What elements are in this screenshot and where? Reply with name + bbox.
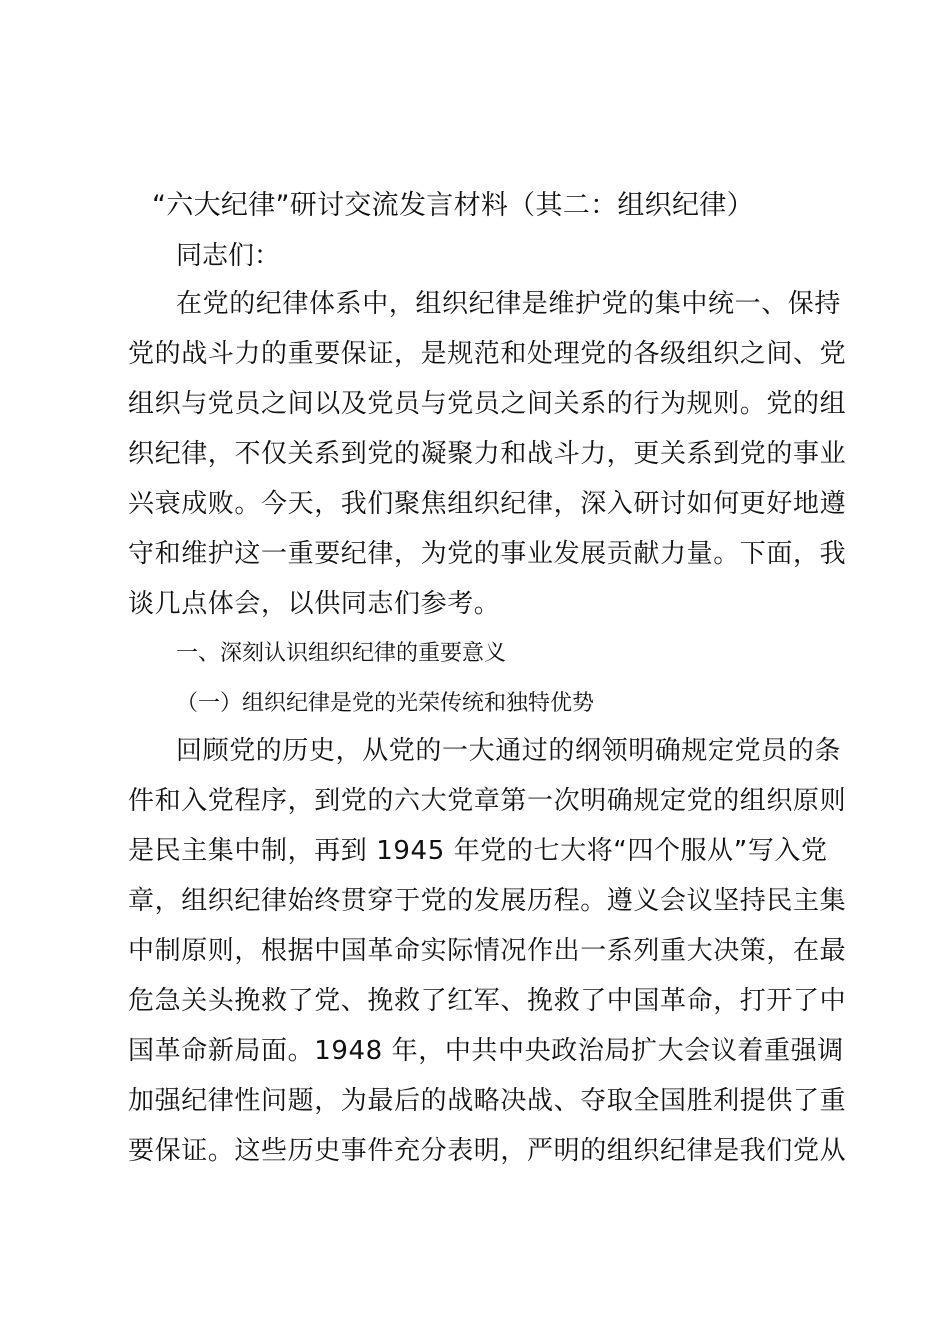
paragraph-line: 国革命新局面。1948 年，中共中央政治局扩大会议着重强调: [128, 1036, 844, 1066]
paragraph-line: 件和入党程序，到党的六大党章第一次明确规定党的组织原则: [128, 786, 847, 816]
subsection-heading: （一）组织纪律是党的光荣传统和独特优势: [176, 691, 595, 716]
paragraph-line: 回顾党的历史，从党的一大通过的纲领明确规定党员的条: [176, 736, 842, 766]
section-heading: 一、深刻认识组织纪律的重要意义: [176, 641, 507, 666]
paragraph-line: 守和维护这一重要纪律，为党的事业发展贡献力量。下面，我: [128, 539, 847, 569]
intro-paragraph: [128, 279, 847, 629]
paragraph-line: 危急关头挽救了党、挽救了红军、挽救了中国革命，打开了中: [128, 986, 847, 1016]
document-title: “六大纪律”研讨交流发言材料（其二：组织纪律）: [152, 190, 754, 221]
paragraph-line: 党的战斗力的重要保证，是规范和处理党的各级组织之间、党: [128, 339, 847, 369]
paragraph-line: 在党的纪律体系中，组织纪律是维护党的集中统一、保持: [176, 289, 842, 319]
paragraph-line: 兴衰成败。今天，我们聚焦组织纪律，深入研讨如何更好地遵: [128, 489, 847, 519]
paragraph-line: 组织与党员之间以及党员与党员之间关系的行为规则。党的组: [128, 389, 847, 419]
paragraph-line: 章，组织纪律始终贯穿于党的发展历程。遵义会议坚持民主集: [128, 886, 847, 916]
paragraph-line: 加强纪律性问题，为最后的战略决战、夺取全国胜利提供了重: [128, 1086, 847, 1116]
paragraph-line: 谈几点体会，以供同志们参考。: [128, 589, 501, 619]
paragraph-line: 是民主集中制，再到 1945 年党的七大将“四个服从”写入党: [128, 836, 828, 866]
paragraph-line: 中制原则，根据中国革命实际情况作出一系列重大决策，在最: [128, 936, 847, 966]
paragraph-line: 要保证。这些历史事件充分表明，严明的组织纪律是我们党从: [128, 1136, 847, 1166]
paragraph-line: 织纪律，不仅关系到党的凝聚力和战斗力，更关系到党的事业: [128, 439, 847, 469]
salutation: 同志们：: [176, 241, 281, 271]
history-paragraph: [128, 726, 847, 1176]
